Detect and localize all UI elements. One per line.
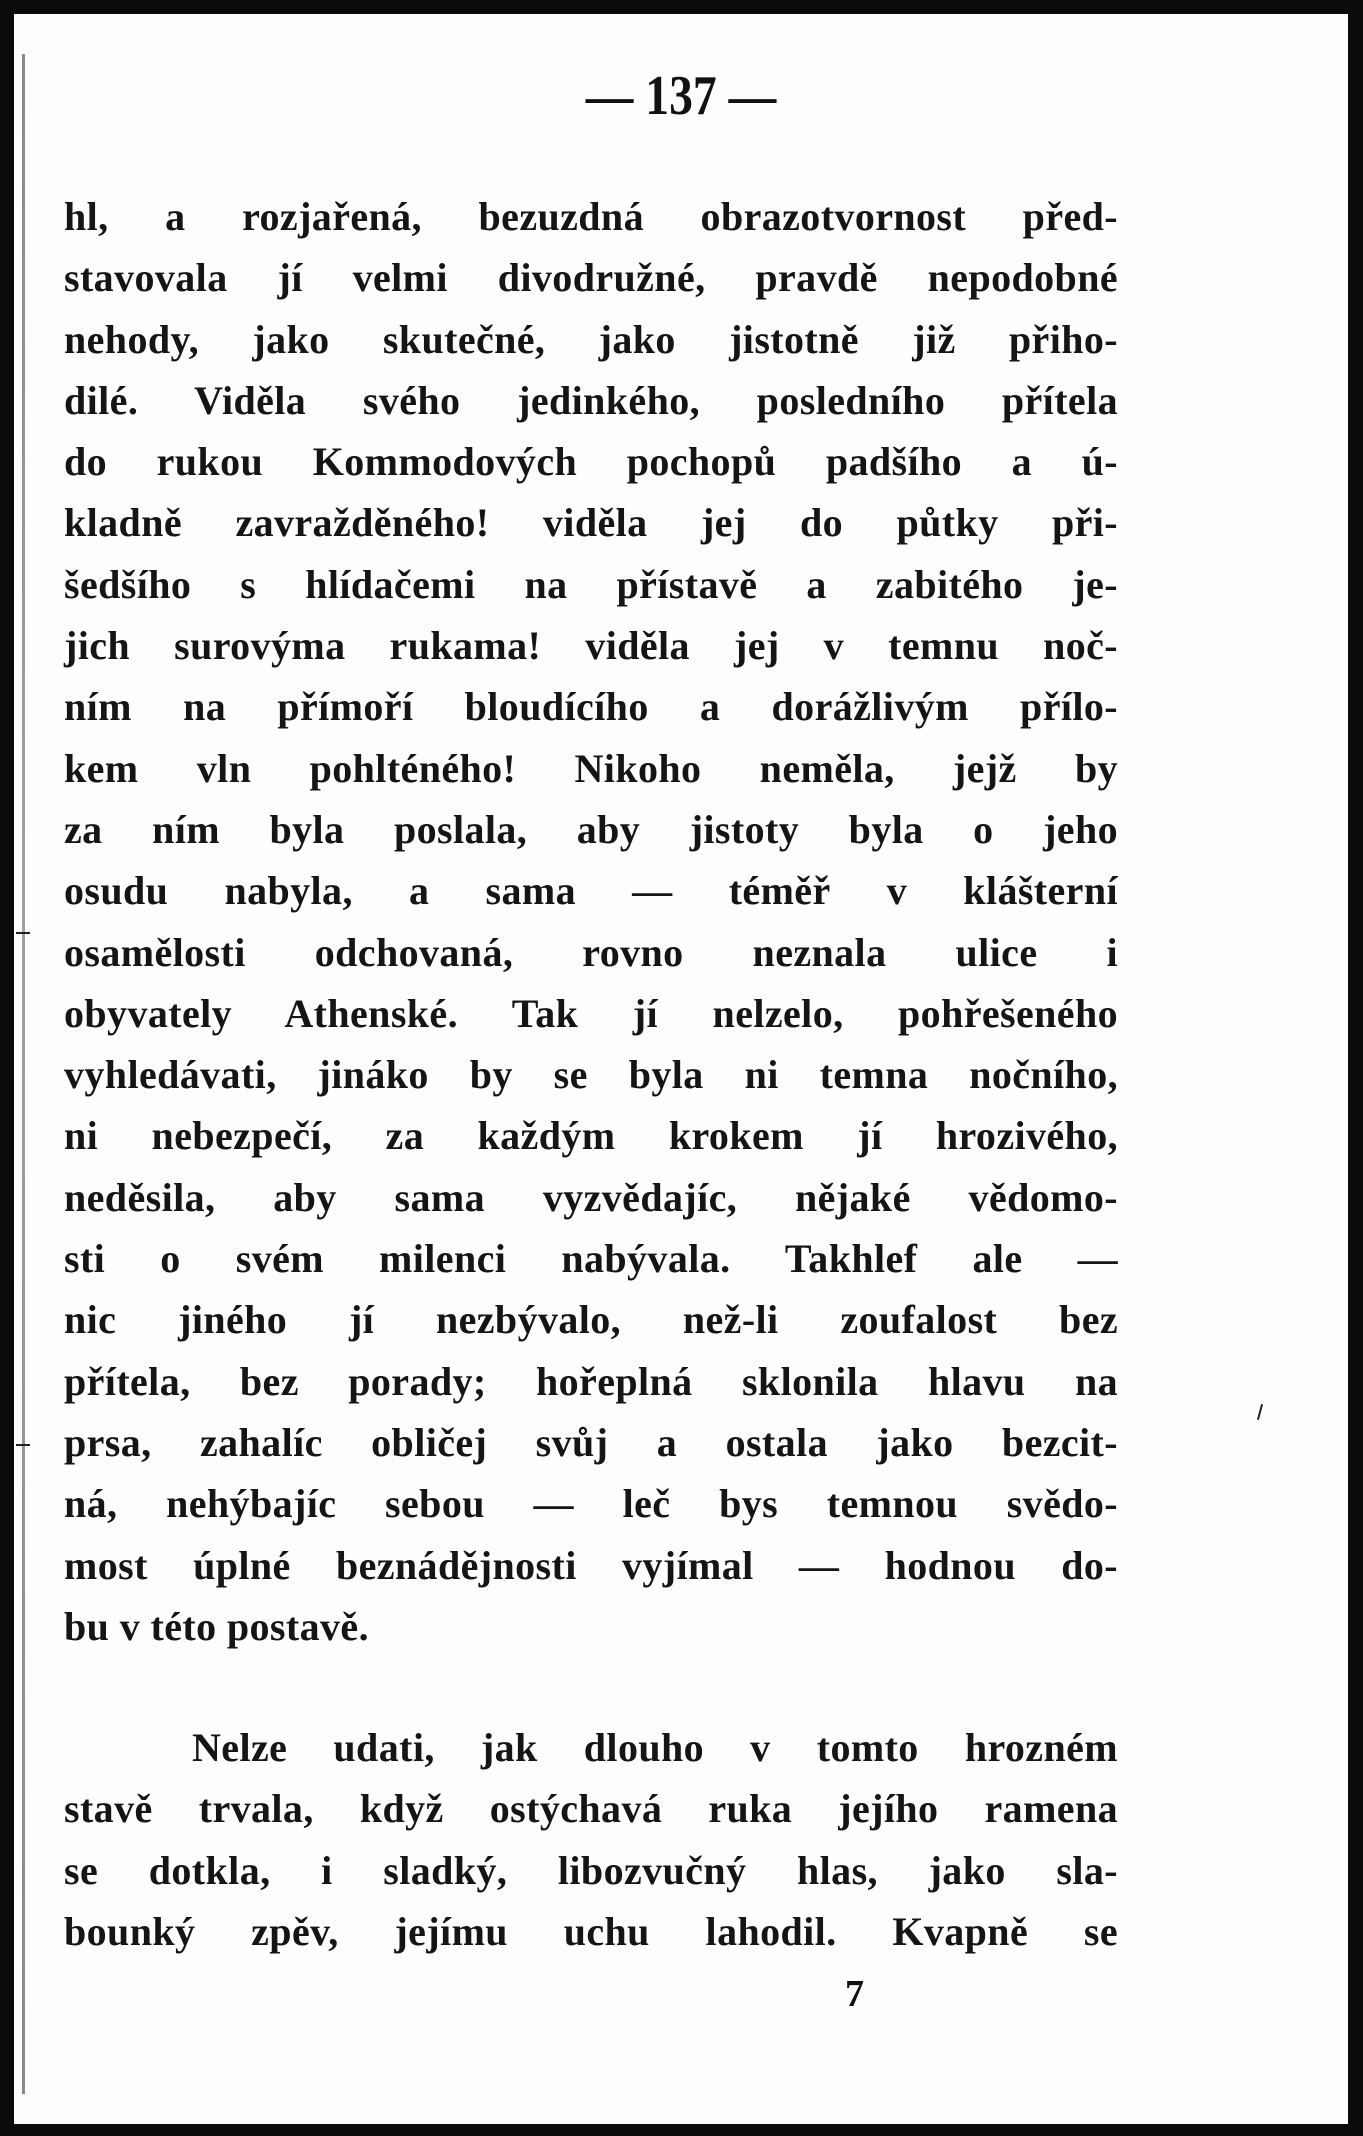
text-line: obyvately Athenské. Tak jí nelzelo, pohřešeného <box>64 990 1118 1036</box>
paragraph-2 <box>64 1717 1118 1962</box>
page-number: — 137 — <box>585 65 777 127</box>
text-line: stavě trvala, když ostýchavá ruka jejího ramena <box>64 1786 1118 1832</box>
text-line: šedšího s hlídačemi na přístavě a zabitého je- <box>64 561 1118 607</box>
text-line: kem vln pohlténého! Nikoho neměla, jejž by <box>64 745 1118 791</box>
text-line: osudu nabyla, a sama — téměř v klášterní <box>64 868 1118 914</box>
text-line: hl, a rozjařená, bezuzdná obrazotvornost před- <box>64 194 1118 239</box>
text-line: ním na přímoří bloudícího a dorážlivým přílo- <box>64 684 1118 730</box>
text-line: neděsila, aby sama vyzvědajíc, nějaké vědomo- <box>64 1174 1118 1220</box>
text-line: osamělosti odchovaná, rovno neznala ulice i <box>64 929 1118 975</box>
text-line: přítela, bez porady; hořeplná sklonila hlavu na <box>64 1358 1118 1404</box>
text-line: prsa, zahalíc obličej svůj a ostala jako bezcit- <box>64 1419 1118 1465</box>
paragraph-1 <box>64 186 1118 1657</box>
text-line: za ním byla poslala, aby jistoty byla o jeho <box>64 806 1118 852</box>
book-page <box>14 14 1348 2124</box>
text-line: jich surovýma rukama! viděla jej v temnu noč- <box>64 623 1118 669</box>
text-line: nehody, jako skutečné, jako jistotně již přiho- <box>64 316 1118 362</box>
margin-mark <box>16 932 30 934</box>
text-line: ni nebezpečí, za každým krokem jí hrozivého, <box>64 1113 1118 1159</box>
signature-mark: 7 <box>845 1973 864 2015</box>
text-line: ná, nehýbajíc sebou — leč bys temnou svědo- <box>64 1481 1118 1527</box>
text-line: most úplné beznádějnosti vyjímal — hodnou do- <box>64 1542 1118 1588</box>
text-line: stavovala jí velmi divodružné, pravdě nepodobné <box>64 255 1118 301</box>
text-line: do rukou Kommodových pochopů padšího a ú- <box>64 439 1118 485</box>
text-line: vyhledávati, jináko by se byla ni temna nočního, <box>64 1052 1118 1098</box>
text-line: bounký zpěv, jejímu uchu lahodil. Kvapně se <box>64 1908 1118 1954</box>
text-line: se dotkla, i sladký, libozvučný hlas, jako sla- <box>64 1847 1118 1893</box>
margin-mark <box>16 1444 30 1446</box>
margin-mark <box>1257 1404 1263 1420</box>
text-line: dilé. Viděla svého jedinkého, posledního přítela <box>64 377 1118 423</box>
text-line: sti o svém milenci nabývala. Takhlef ale — <box>64 1236 1118 1282</box>
text-line: nic jiného jí nezbývalo, než-li zoufalost bez <box>64 1297 1118 1343</box>
text-line: bu v této postavě. <box>64 1603 369 1649</box>
text-line: kladně zavražděného! viděla jej do půtky při- <box>64 500 1118 546</box>
page-spine-shadow <box>22 54 25 2094</box>
text-line: Nelze udati, jak dlouho v tomto hrozném <box>192 1725 1118 1770</box>
